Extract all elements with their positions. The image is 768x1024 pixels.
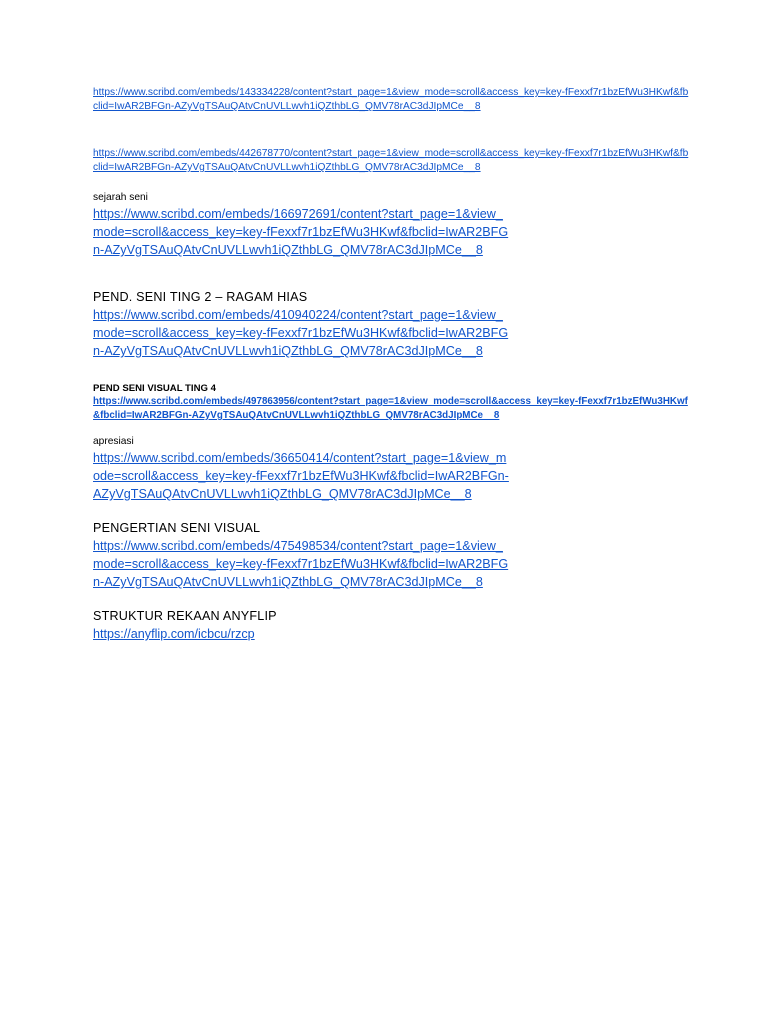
- section-pengertian-seni-visual: [93, 519, 693, 591]
- scribd-link-36650414[interactable]: https://www.scribd.com/embeds/36650414/content?start_page=1&view_mode=scroll&access_key=key-fFexxf7r1bzEfWu3HKwf&fbclid=IwAR2BFGn-AZyVgTSAuQAtvCnUVLLwvh1iQZthbLG_QMV78rAC3dJIpMCe__8: [93, 451, 509, 501]
- section-heading-ragam-hias: PEND. SENI TING 2 – RAGAM HIAS: [93, 290, 308, 304]
- section-heading-seni-visual-ting-4: PEND SENI VISUAL TING 4: [93, 383, 216, 394]
- scribd-link-497863956[interactable]: https://www.scribd.com/embeds/497863956/content?start_page=1&view_mode=scroll&access_key=key-fFexxf7r1bzEfWu3HKwf&fbclid=IwAR2BFGn-AZyVgTSAuQAtvCnUVLLwvh1iQZthbLG_QMV78rAC3dJIpMCe__8: [93, 396, 688, 421]
- section-ragam-hias: [93, 288, 693, 360]
- section-sejarah-seni: [93, 191, 693, 259]
- scribd-link-442678770[interactable]: https://www.scribd.com/embeds/442678770/content?start_page=1&view_mode=scroll&access_key=key-fFexxf7r1bzEfWu3HKwf&fbclid=IwAR2BFGn-AZyVgTSAuQAtvCnUVLLwvh1iQZthbLG_QMV78rAC3dJIpMCe__8: [93, 148, 689, 173]
- scribd-link-410940224[interactable]: https://www.scribd.com/embeds/410940224/content?start_page=1&view_mode=scroll&access_key=key-fFexxf7r1bzEfWu3HKwf&fbclid=IwAR2BFGn-AZyVgTSAuQAtvCnUVLLwvh1iQZthbLG_QMV78rAC3dJIpMCe__8: [93, 308, 509, 358]
- section-struktur-rekaan-anyflip: [93, 607, 693, 643]
- section-heading-struktur-rekaan-anyflip: STRUKTUR REKAAN ANYFLIP: [93, 609, 277, 623]
- scribd-link-143334228[interactable]: https://www.scribd.com/embeds/143334228/content?start_page=1&view_mode=scroll&access_key=key-fFexxf7r1bzEfWu3HKwf&fbclid=IwAR2BFGn-AZyVgTSAuQAtvCnUVLLwvh1iQZthbLG_QMV78rAC3dJIpMCe__8: [93, 87, 689, 112]
- section-heading-sejarah-seni: sejarah seni: [93, 192, 148, 203]
- section-heading-pengertian-seni-visual: PENGERTIAN SENI VISUAL: [93, 521, 261, 535]
- document-content: [93, 86, 693, 643]
- scribd-link-166972691[interactable]: https://www.scribd.com/embeds/166972691/content?start_page=1&view_mode=scroll&access_key=key-fFexxf7r1bzEfWu3HKwf&fbclid=IwAR2BFGn-AZyVgTSAuQAtvCnUVLLwvh1iQZthbLG_QMV78rAC3dJIpMCe__8: [93, 207, 509, 257]
- anyflip-link[interactable]: https://anyflip.com/icbcu/rzcp: [93, 627, 255, 641]
- section-scribd-442678770: [93, 147, 693, 175]
- scribd-link-475498534[interactable]: https://www.scribd.com/embeds/475498534/content?start_page=1&view_mode=scroll&access_key=key-fFexxf7r1bzEfWu3HKwf&fbclid=IwAR2BFGn-AZyVgTSAuQAtvCnUVLLwvh1iQZthbLG_QMV78rAC3dJIpMCe__8: [93, 539, 509, 589]
- section-scribd-143334228: [93, 86, 693, 114]
- section-seni-visual-ting-4: [93, 382, 693, 423]
- section-apresiasi: [93, 435, 693, 503]
- section-heading-apresiasi: apresiasi: [93, 436, 134, 447]
